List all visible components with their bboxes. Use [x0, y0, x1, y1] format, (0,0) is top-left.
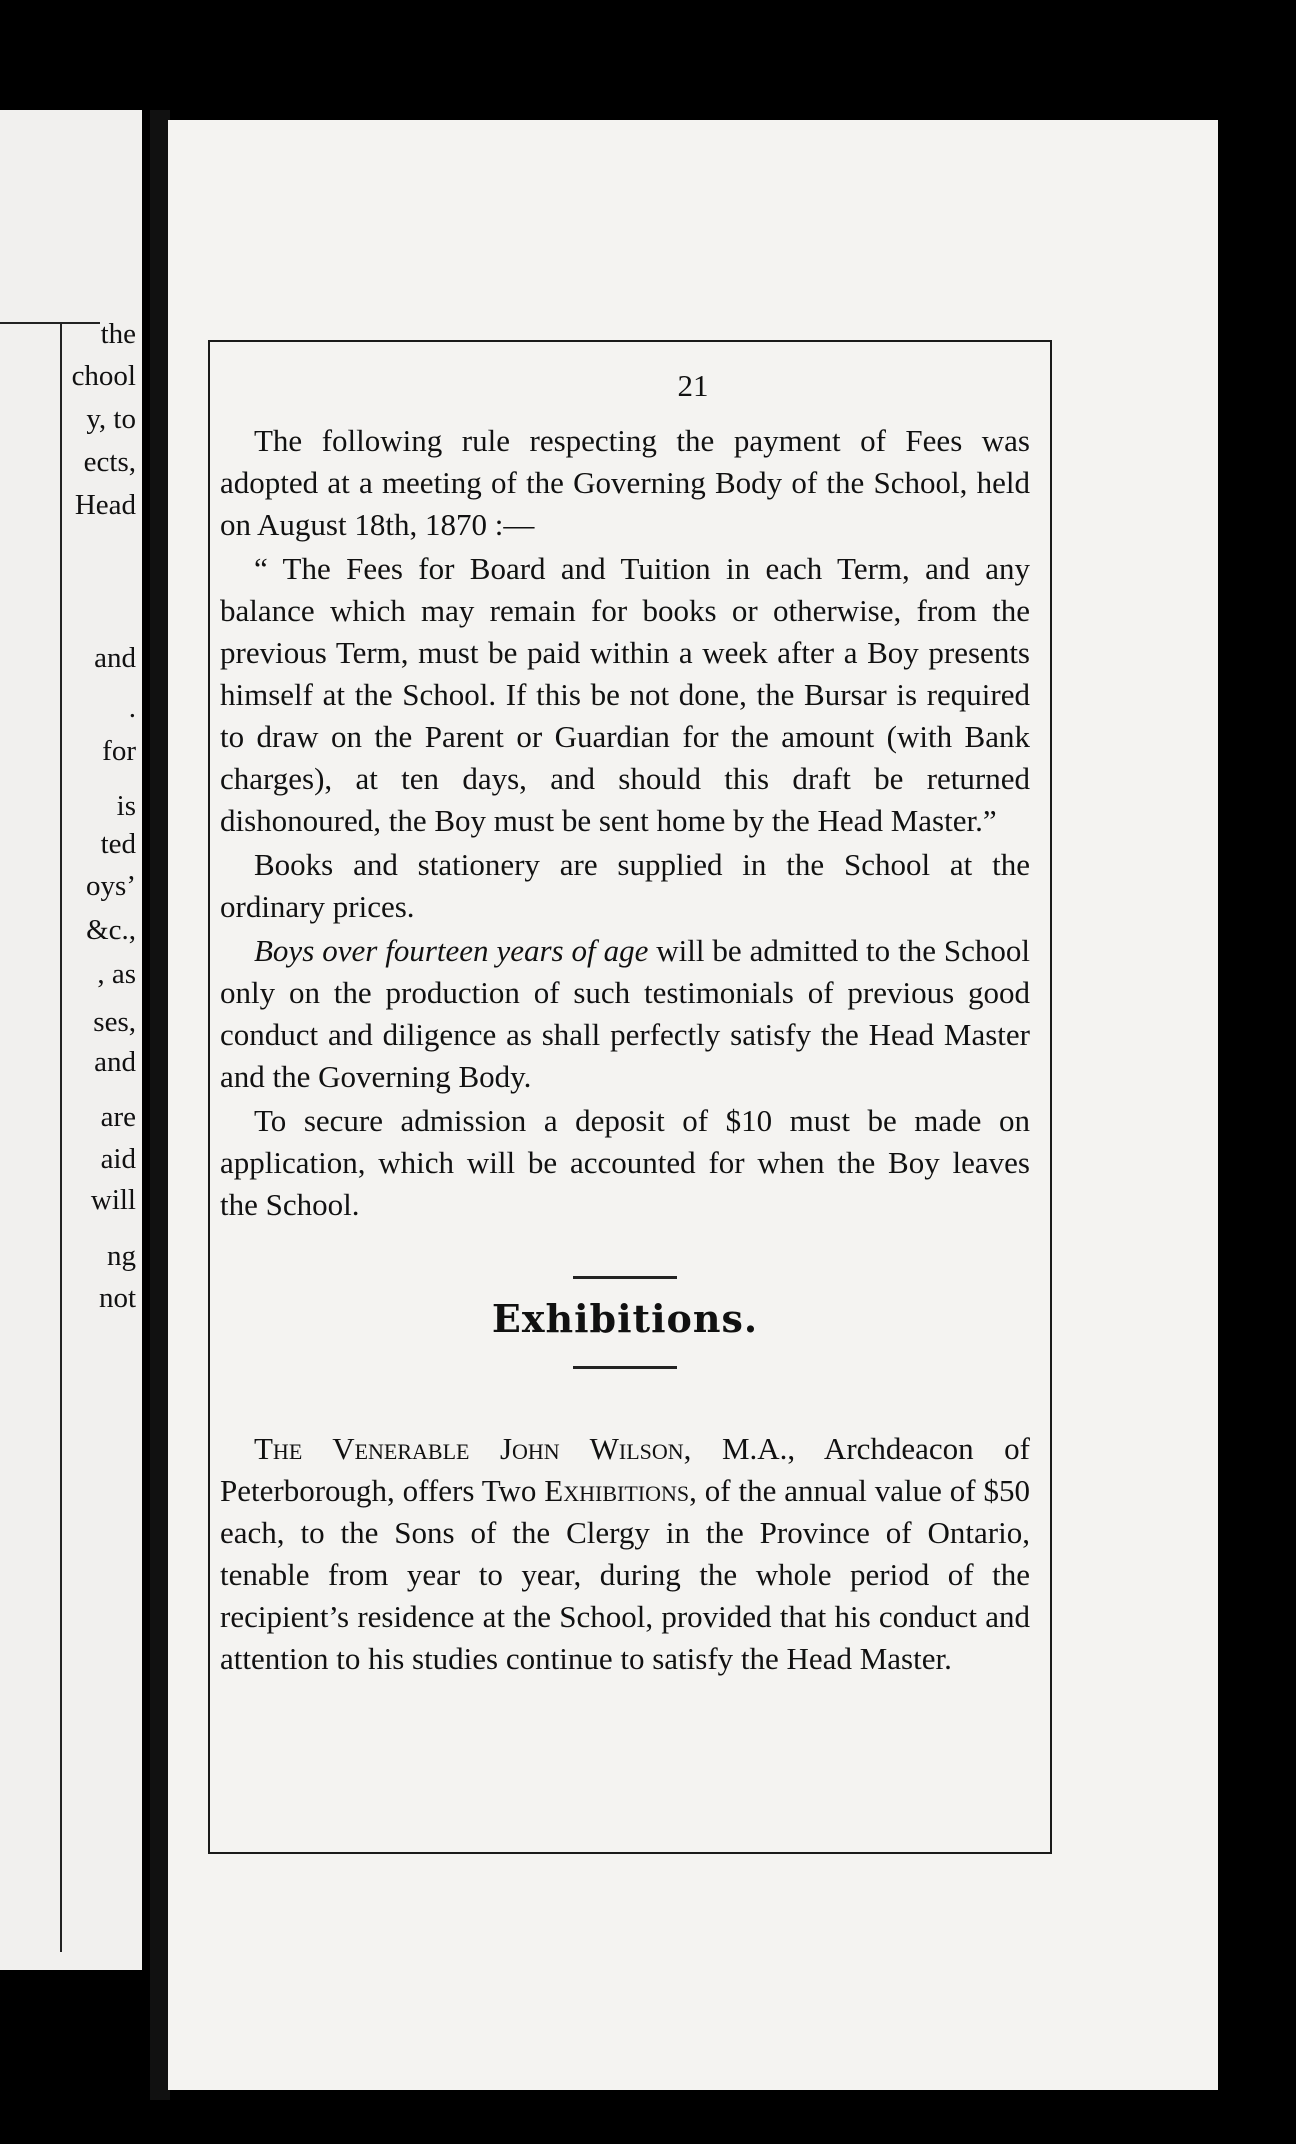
- left-page-fragment: is: [116, 790, 136, 822]
- paragraph-books: Books and stationery are supplied in the School at the ordinary prices.: [220, 847, 1030, 924]
- boys-over-fourteen-italic: Boys over fourteen years of age: [254, 933, 649, 968]
- left-page-fragment: ses,: [93, 1006, 136, 1038]
- section-heading-area: [220, 1228, 1030, 1428]
- left-page-fragment: &c.,: [86, 914, 136, 946]
- left-page-fragment: for: [102, 735, 136, 767]
- right-page: [168, 120, 1218, 2090]
- boys-over-fourteen-rest: will be admitted to the School only on the production of such testimonials of previous good conduct and diligence as shall perfectly satisfy the Head Master and the Governing Body.: [220, 933, 1030, 1094]
- left-page-fragment: chool: [71, 360, 136, 392]
- page-number: 21: [677, 368, 709, 403]
- left-page-fragment: and: [94, 642, 136, 674]
- left-page-fragment: oys’: [86, 870, 136, 902]
- left-page-fragment: ng: [107, 1240, 136, 1272]
- left-page-fragment: Head: [74, 489, 136, 521]
- left-page-fragment: and: [94, 1046, 136, 1078]
- page-text: [220, 420, 1030, 1682]
- paragraph-exhibitions: [220, 1428, 1030, 1680]
- book-spine: [150, 110, 170, 2100]
- section-heading: Exhibitions.: [491, 1296, 759, 1341]
- exhibitions-donor: The Venerable John Wilson,: [254, 1431, 692, 1466]
- left-page-fragment: the: [100, 318, 136, 350]
- paragraph-fees-quote: “ The Fees for Board and Tuition in each Term, and any balance which may remain for books or otherwise, from the previous Term, must be paid within a week after a Boy presents himself at the School. If this be not done, the Bursar is required to draw on the Parent or Guardian for the amount (with Bank charges), at ten days, and should this draft be returned dishonoured, the Boy must be sent home by the Head Master.”: [220, 551, 1030, 838]
- exhibitions-lead: M.A., Archdeacon of Peterborough, offers Two: [220, 1431, 1031, 1508]
- paragraph-boys-over-fourteen: [220, 930, 1030, 1098]
- left-page-fragment: y, to: [86, 403, 136, 435]
- paragraph-fees-rule: The following rule respecting the payment of Fees was adopted at a meeting of the Governing Body of the School, held on August 18th, 1870 :—: [220, 423, 1030, 542]
- left-page-fragment: ted: [100, 828, 136, 860]
- left-page-fragment: not: [98, 1282, 136, 1314]
- left-page-fragment: are: [100, 1101, 136, 1133]
- exhibitions-term: Exhibitions,: [544, 1473, 697, 1508]
- left-page-fragment: will: [90, 1184, 136, 1216]
- heading-rule-top: [573, 1276, 677, 1279]
- left-page: [0, 110, 142, 1970]
- exhibitions-body: of the annual value of $50 each, to the Sons of the Clergy in the Province of Ontario, tenable from year to year, during the whole period of the recipient’s residence at the School, provided that his conduct and attention to his studies continue to satisfy the Head Master.: [220, 1473, 1030, 1676]
- left-page-fragments: [0, 110, 142, 1970]
- left-page-fragment: .: [128, 692, 136, 724]
- left-page-fragment: ects,: [83, 446, 136, 478]
- paragraph-deposit: To secure admission a deposit of $10 must be made on application, which will be accounted for when the Boy leaves the School.: [220, 1103, 1030, 1222]
- heading-rule-bottom: [573, 1366, 677, 1369]
- left-page-fragment: aid: [100, 1143, 136, 1175]
- left-page-fragment: , as: [97, 958, 136, 990]
